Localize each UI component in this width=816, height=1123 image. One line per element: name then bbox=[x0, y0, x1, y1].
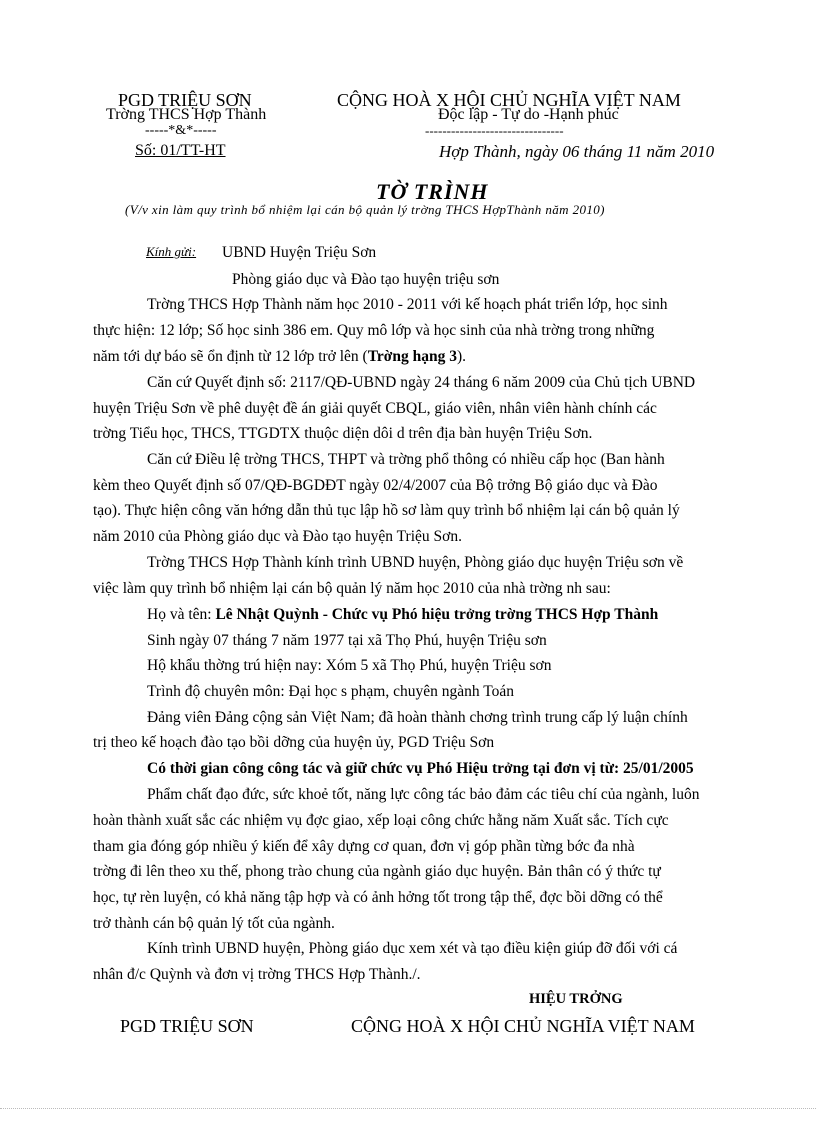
paragraph-1-line-3-text: năm tới dự báo sẽ ổn định từ 12 lớp trở lên ( bbox=[93, 348, 368, 365]
document-number: Số: 01/TT-HT bbox=[135, 142, 226, 159]
candidate-name: Lê Nhật Quỳnh - Chức vụ Phó hiệu trởng trờng THCS Hợp Thành bbox=[215, 606, 659, 623]
paragraph-3-line-3: tạo). Thực hiện công văn hớng dẫn thủ tục lập hồ sơ làm quy trình bổ nhiệm lại cán bộ quản lý bbox=[93, 502, 680, 519]
candidate-name-label: Họ và tên: bbox=[147, 606, 216, 623]
footer-dept: PGD TRIỆU SƠN bbox=[120, 1016, 254, 1036]
paragraph-5-line-3: tham gia đóng góp nhiều ý kiến để xây dựng cơ quan, đơn vị góp phần từng bớc đa nhà bbox=[93, 838, 635, 855]
header-country: CỘNG HOÀ X HỘI CHỦ NGHĨA VIỆT NAM bbox=[337, 90, 681, 110]
paragraph-1-line-2: thực hiện: 12 lớp; Số học sinh 386 em. Quy mô lớp và học sinh của nhà trờng trong những bbox=[93, 322, 655, 339]
school-rank: Trờng hạng 3 bbox=[367, 348, 457, 365]
paragraph-2-line-3: trờng Tiểu học, THCS, TTGDTX thuộc diện dôi d trên địa bàn huyện Triệu Sơn. bbox=[93, 425, 593, 442]
paragraph-4-line-2: việc làm quy trình bổ nhiệm lại cán bộ quản lý năm học 2010 của nhà trờng nh sau: bbox=[93, 580, 611, 597]
paragraph-2-line-1: Căn cứ Quyết định số: 2117/QĐ-UBND ngày 24 tháng 6 năm 2009 của Chủ tịch UBND bbox=[147, 374, 696, 391]
recipient-first: UBND Huyện Triệu Sơn bbox=[222, 244, 377, 261]
paragraph-6-line-2: nhân đ/c Quỳnh và đơn vị trờng THCS Hợp Thành./. bbox=[93, 966, 421, 983]
paragraph-3-line-1: Căn cứ Điều lệ trờng THCS, THPT và trờng phổ thông có nhiều cấp học (Ban hành bbox=[147, 451, 665, 468]
paragraph-5-line-6: trở thành cán bộ quản lý tốt của ngành. bbox=[93, 915, 335, 932]
paragraph-1-line-3 bbox=[93, 349, 466, 365]
candidate-birth: Sinh ngày 07 tháng 7 năm 1977 tại xã Thọ Phú, huyện Triệu sơn bbox=[147, 632, 547, 649]
header-dept: PGD TRIỆU SƠN bbox=[118, 90, 252, 110]
candidate-party-line-2: trị theo kế hoạch đào tạo bồi dỡng của huyện ủy, PGD Triệu Sơn bbox=[93, 734, 495, 751]
paragraph-1-line-3-end: ). bbox=[456, 348, 467, 365]
paragraph-6-line-1: Kính trình UBND huyện, Phòng giáo dục xem xét và tạo điều kiện giúp đỡ đối với cá bbox=[147, 940, 678, 957]
header-school: Trờng THCS Hợp Thành bbox=[106, 106, 267, 123]
paragraph-4-line-1: Trờng THCS Hợp Thành kính trình UBND huyện, Phòng giáo dục huyện Triệu sơn về bbox=[147, 554, 684, 571]
footer-country: CỘNG HOÀ X HỘI CHỦ NGHĨA VIỆT NAM bbox=[351, 1016, 695, 1036]
paragraph-3-line-2: kèm theo Quyết định số 07/QĐ-BGDĐT ngày 02/4/2007 của Bộ trởng Bộ giáo dục và Đào bbox=[93, 477, 658, 494]
place-date: Hợp Thành, ngày 06 tháng 11 năm 2010 bbox=[439, 142, 715, 161]
header-motto: Độc lập - Tự do -Hạnh phúc bbox=[438, 106, 619, 123]
paragraph-1-line-1: Trờng THCS Hợp Thành năm học 2010 - 2011 với kế hoạch phát triển lớp, học sinh bbox=[147, 296, 668, 313]
paragraph-5-line-1: Phẩm chất đạo đức, sức khoẻ tốt, năng lực công tác bảo đảm các tiêu chí của ngành, luôn bbox=[147, 786, 700, 803]
paragraph-5-line-4: trờng đi lên theo xu thế, phong trào chung của ngành giáo dục huyện. Bản thân có ý thức tự bbox=[93, 863, 661, 880]
candidate-party-line-1: Đảng viên Đảng cộng sản Việt Nam; đã hoàn thành chơng trình trung cấp lý luận chính bbox=[147, 709, 688, 726]
recipient-label: Kính gửi: bbox=[146, 244, 197, 259]
paragraph-3-line-4: năm 2010 của Phòng giáo dục và Đào tạo huyện Triệu Sơn. bbox=[93, 528, 462, 545]
document-title: TỜ TRÌNH bbox=[376, 179, 489, 204]
signature-role: HIỆU TRỞNG bbox=[529, 991, 623, 1007]
paragraph-2-line-2: huyện Triệu Sơn về phê duyệt đề án giải quyết CBQL, giáo viên, nhân viên hành chính các bbox=[93, 400, 657, 417]
paragraph-5-line-5: học, tự rèn luyện, có khả năng tập hợp và có ảnh hởng tốt trong tập thể, đợc bồi dỡng có thể bbox=[93, 889, 663, 906]
header-ornament: -----*&*----- bbox=[145, 123, 217, 138]
candidate-name-line bbox=[147, 607, 658, 623]
page-edge-divider bbox=[0, 1108, 816, 1110]
candidate-residence: Hộ khẩu thờng trú hiện nay: Xóm 5 xã Thọ Phú, huyện Triệu sơn bbox=[147, 657, 552, 674]
candidate-tenure: Có thời gian công công tác và giữ chức vụ Phó Hiệu trởng tại đơn vị từ: 25/01/2005 bbox=[147, 760, 694, 777]
recipient-second: Phòng giáo dục và Đào tạo huyện triệu sơn bbox=[232, 271, 500, 288]
document-subtitle: (V/v xin làm quy trình bổ nhiệm lại cán bộ quản lý trờng THCS HợpThành năm 2010) bbox=[125, 202, 605, 217]
header-divider: -------------------------------- bbox=[425, 123, 564, 138]
candidate-qualification: Trình độ chuyên môn: Đại học s phạm, chuyên ngành Toán bbox=[147, 683, 514, 700]
paragraph-5-line-2: hoàn thành xuất sắc các nhiệm vụ đợc giao, xếp loại công chức hằng năm Xuất sắc. Tích cực bbox=[93, 812, 669, 829]
